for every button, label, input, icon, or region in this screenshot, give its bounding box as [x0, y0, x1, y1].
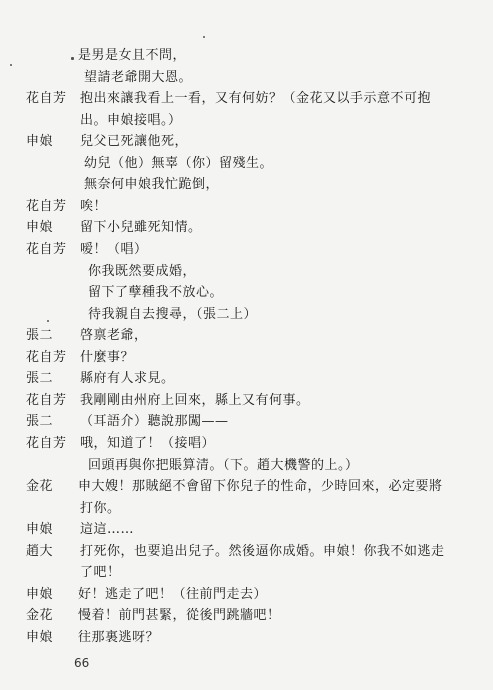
dialogue-text: 唉！ — [80, 198, 108, 214]
speaker-name: 金花 — [26, 479, 54, 495]
dialogue-text: 這這…… — [80, 522, 135, 538]
speaker-name: 申娘 — [26, 586, 54, 602]
speaker-name: 張二 — [26, 371, 54, 387]
continuation-text: 你我既然要成婚， — [88, 263, 197, 279]
dialogue-text: 好！逃走了吧！（往前門走去） — [78, 586, 268, 602]
continuation-text: 幼兒（他）無辜（你）留殘生。 — [84, 155, 274, 171]
dialogue-text: 往那裏逃呀？ — [78, 630, 160, 645]
continuation-text: 留下了孽種我不放心。 — [88, 285, 224, 301]
speaker-name: 申娘 — [26, 220, 54, 236]
speaker-name: 申娘 — [26, 630, 54, 645]
continuation-text: 待我親自去搜尋，（張二上） — [88, 306, 258, 322]
scan-speck — [47, 320, 49, 322]
dialogue-text: 申大嫂！那賊絕不會留下你兒子的性命，少時回來，必定要將 — [78, 479, 443, 495]
speaker-name: 張二 — [26, 414, 54, 430]
continuation-text: 打你。 — [80, 500, 121, 516]
continuation-text: 無奈何申娘我忙跪倒， — [84, 177, 220, 193]
dialogue-text: 縣府有人求見。 — [80, 371, 175, 387]
continuation-text: 出。申娘接唱。） — [80, 112, 182, 128]
dialogue-text: 啓禀老爺， — [80, 328, 148, 344]
speaker-name: 申娘 — [26, 522, 54, 538]
dialogue-text: 兒父已死讓他死， — [80, 134, 189, 150]
dialogue-text: （耳語介）聽說那闖—— — [80, 414, 229, 430]
dialogue-text: 什麼事？ — [80, 349, 135, 365]
speaker-name: 張二 — [26, 328, 54, 344]
dialogue-text: 嗳！（唱） — [80, 242, 148, 257]
speaker-name: 花自芳 — [26, 242, 67, 257]
scan-speck — [10, 64, 12, 66]
dialogue-text: 留下小兒雖死知情。 — [80, 220, 202, 236]
dialogue-text: 慢着！前門甚緊，從後門跳牆吧！ — [78, 608, 281, 624]
speaker-name: 花自芳 — [26, 436, 67, 451]
dialogue-text: 打死你，也要追出兒子。然後逼你成婚。申娘！你我不如逃走 — [80, 543, 445, 559]
speaker-name: 申娘 — [26, 134, 54, 150]
speaker-name: 花自芳 — [26, 392, 67, 408]
continuation-text: 回頭再與你把賬算清。（下。趙大機警的上。） — [88, 457, 359, 473]
speaker-name: 花自芳 — [26, 349, 67, 365]
speaker-name: 金花 — [26, 608, 54, 624]
page-number: 66 — [74, 656, 90, 670]
dialogue-text: 我剛剛由州府上回來，縣上又有何事。 — [80, 392, 310, 408]
scan-speck — [71, 57, 74, 60]
speaker-name: 花自芳 — [26, 198, 67, 214]
dialogue-text: 抱出來讓我看上一看，又有何妨？（金花又以手示意不可抱 — [80, 91, 432, 107]
continuation-text: 是男是女且不問， — [78, 48, 187, 63]
speaker-name: 趙大 — [26, 543, 54, 559]
speaker-name: 花自芳 — [26, 91, 67, 107]
continuation-text: 了吧！ — [80, 565, 121, 581]
scan-speck — [203, 36, 205, 38]
continuation-text: 望請老爺開大恩。 — [84, 69, 193, 85]
dialogue-text: 哦，知道了！（接唱） — [80, 436, 216, 451]
